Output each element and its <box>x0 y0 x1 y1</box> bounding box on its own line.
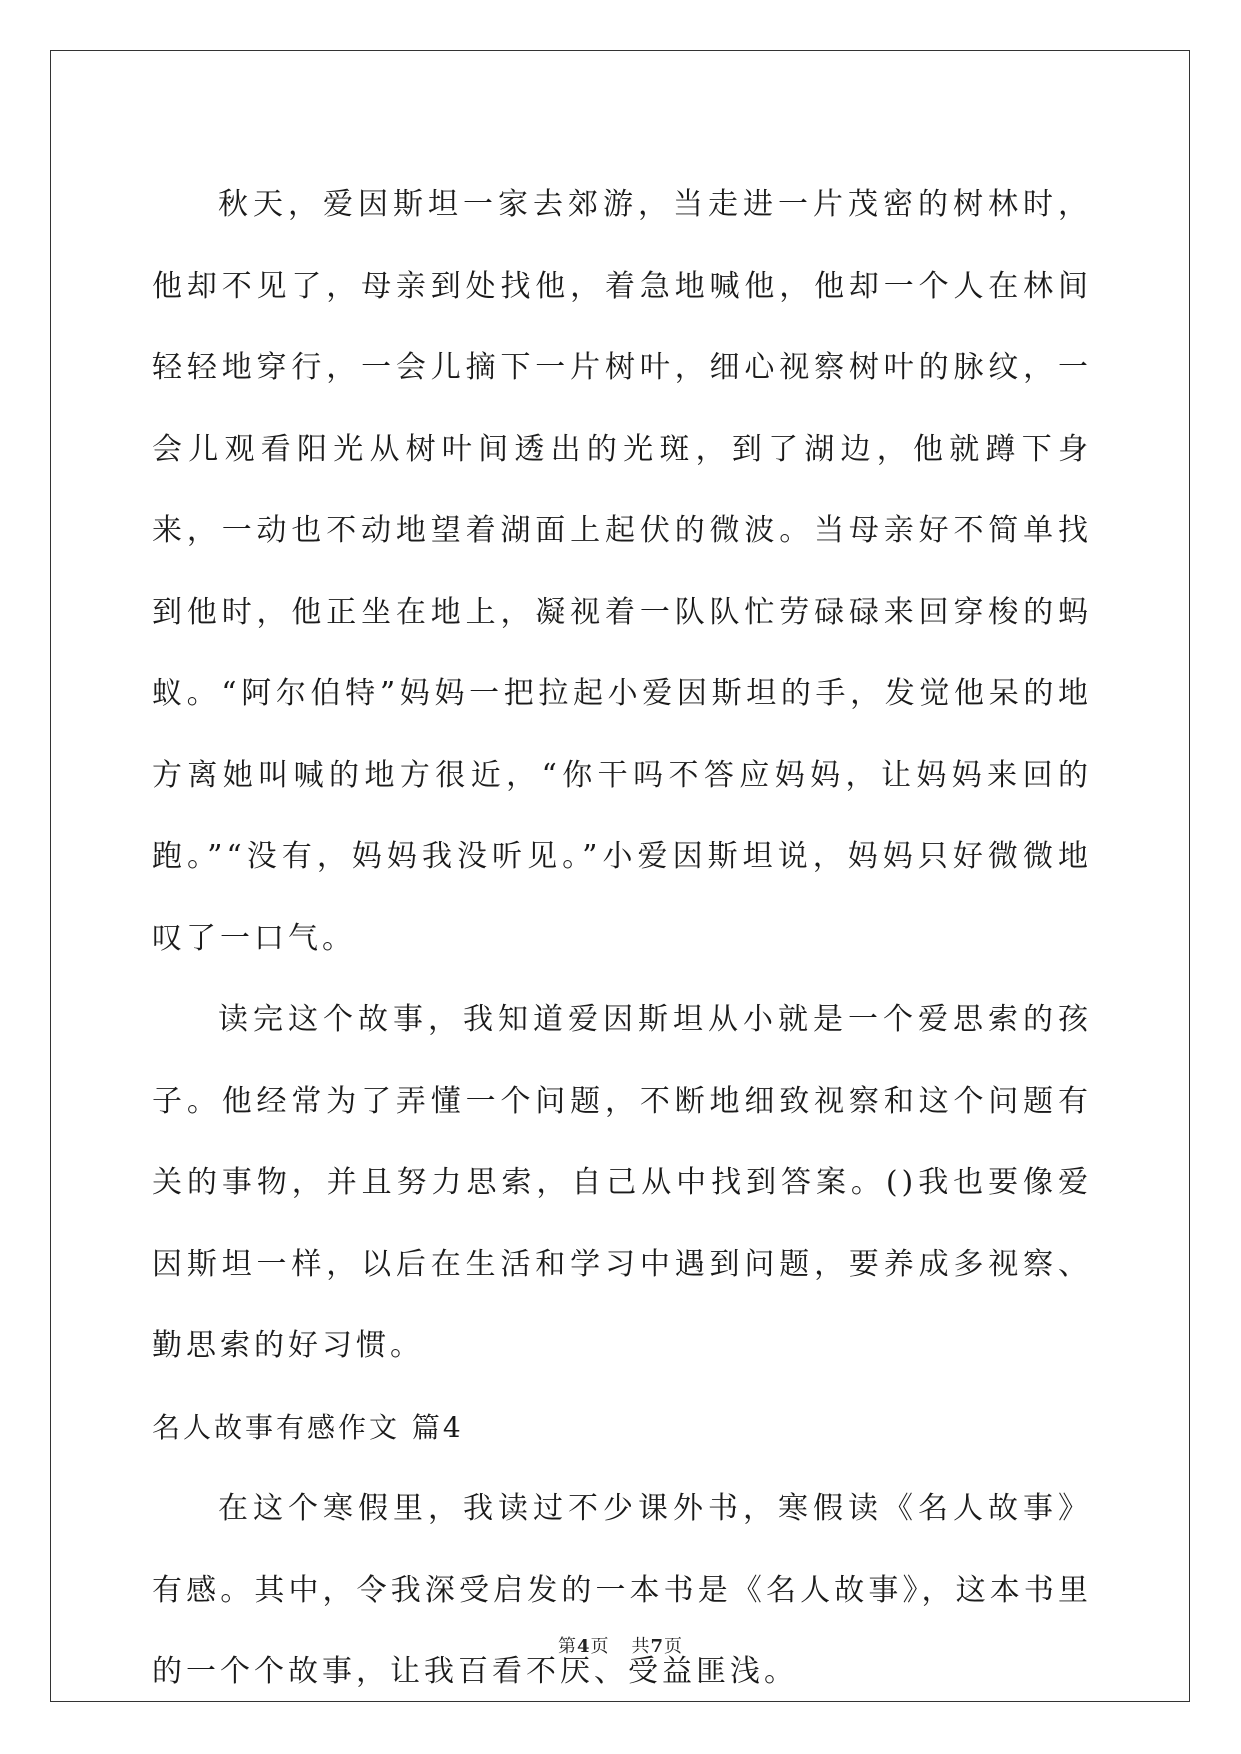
paragraph-reflection: 读完这个故事，我知道爱因斯坦从小就是一个爱思索的孩子。他经常为了弄懂一个问题，不断地细致视察和这个问题有关的事物，并且努力思索，自己从中找到答案。()我也要像爱因斯坦一样，以后在生活和学习中遇到问题，要养成多视察、勤思索的好习惯。 <box>152 1002 1092 1363</box>
footer-total-prefix: 共 <box>631 1636 651 1657</box>
document-body <box>152 164 1092 1713</box>
footer-prefix: 第 <box>557 1636 577 1657</box>
paragraph-einstein-forest: 秋天，爱因斯坦一家去郊游，当走进一片茂密的树林时，他却不见了，母亲到处找他，着急地喊他，他却一个人在林间轻轻地穿行，一会儿摘下一片树叶，细心视察树叶的脉纹，一会儿观看阳光从树叶间透出的光斑，到了湖边，他就蹲下身来，一动也不动地望着湖面上起伏的微波。当母亲好不简单找到他时，他正坐在地上，凝视着一队队忙劳碌碌来回穿梭的蚂蚁。“阿尔伯特”妈妈一把拉起小爱因斯坦的手，发觉他呆的地方离她叫喊的地方很近，“你干吗不答应妈妈，让妈妈来回的跑。”“没有，妈妈我没听见。”小爱因斯坦说，妈妈只好微微地叹了一口气。 <box>152 187 1092 956</box>
paragraph-winter-reading: 在这个寒假里，我读过不少课外书，寒假读《名人故事》有感。其中，令我深受启发的一本书是《名人故事》，这本书里的一个个故事，让我百看不厌、受益匪浅。 <box>152 1491 1092 1689</box>
footer-total-pages: 7 <box>650 1636 665 1657</box>
section-heading: 名人故事有感作文 篇4 <box>152 1410 464 1444</box>
footer-current-page: 4 <box>576 1636 591 1657</box>
footer-page-word: 页 <box>590 1636 610 1657</box>
page-footer <box>0 1632 1241 1658</box>
footer-total-suffix: 页 <box>664 1636 684 1657</box>
